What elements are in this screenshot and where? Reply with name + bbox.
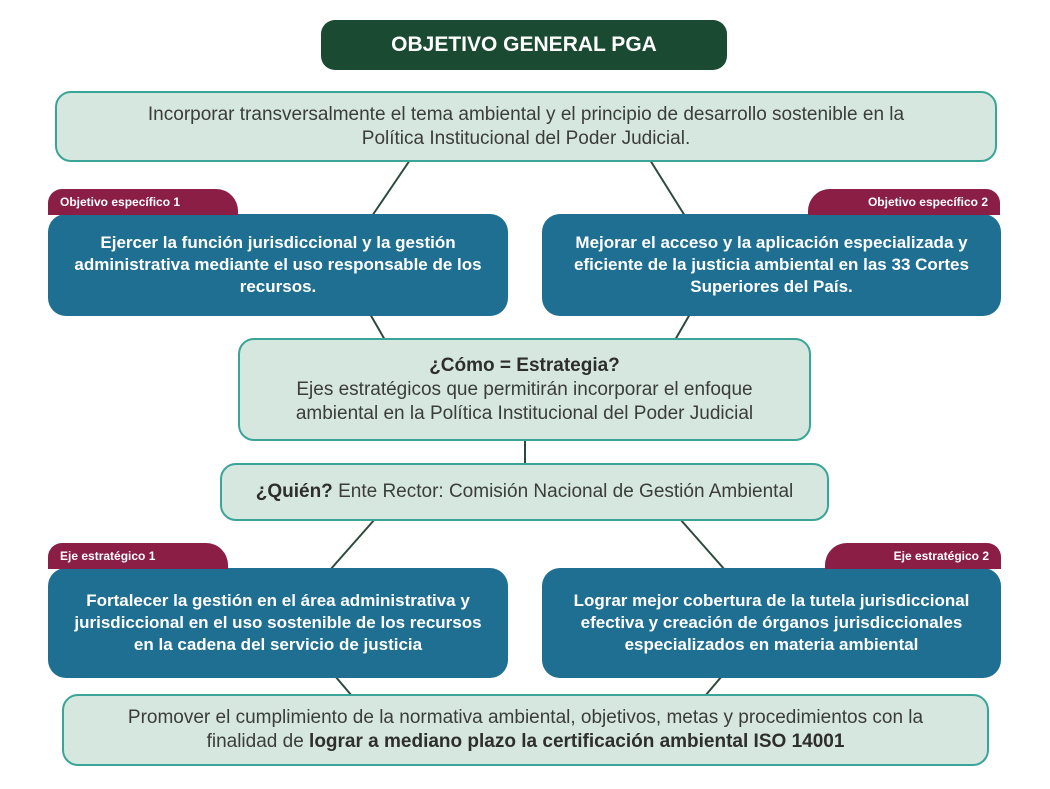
specific-objective-1-text: Ejercer la función jurisdiccional y la gestión administrativa mediante el uso responsable de los recursos. [74,233,482,296]
page-title: OBJETIVO GENERAL PGA [391,33,657,56]
connector-quien-to-eje2 [680,519,725,570]
strategic-axis-2-box [542,568,1001,678]
strategy-text: Ejes estratégicos que permitirán incorporar el enfoque ambiental en la Política Institucional del Poder Judicial [295,378,754,424]
quien-box [220,463,829,521]
general-objective-text: Incorporar transversalmente el tema ambiental y el principio de desarrollo sostenible en la Política Institucional del Poder Judicial. [147,103,905,149]
connector-eje2-to-meta [705,676,722,696]
specific-objective-2-box [542,214,1001,316]
specific-objective-2-text: Mejorar el acceso y la aplicación especializada y eficiente de la justicia ambiental en las 33 Cortes Superiores del País. [574,233,969,296]
goal-bold-text: lograr a mediano plazo la certificación ambiental ISO 14001 [309,731,845,752]
specific-objective-2-tag: Objetivo específico 2 [808,189,1000,215]
quien-label: ¿Quién? [255,481,333,502]
strategy-box [238,338,811,441]
specific-objective-1-box [48,214,508,316]
strategic-axis-1-box [48,568,508,678]
strategic-axis-1-tag: Eje estratégico 1 [48,543,228,569]
connector-obj1-to-strategy [370,314,385,340]
general-objective-box [55,91,997,162]
goal-box [62,694,989,766]
strategic-axis-2-text: Lograr mejor cobertura de la tutela jurisdiccional efectiva y creación de órganos jurisdiccionales especializados en materia ambiental [573,591,970,654]
connector-eje1-to-meta [335,676,352,696]
specific-objective-1-tag: Objetivo específico 1 [48,189,238,215]
connector-general-to-obj2 [650,160,685,216]
strategic-axis-1-text: Fortalecer la gestión en el área administrativa y jurisdiccional en el uso sostenible de los recursos en la cadena del servicio de justicia [74,591,482,654]
quien-text: Ente Rector: Comisión Nacional de Gestión Ambiental [332,481,794,502]
connector-general-to-obj1 [372,160,410,216]
strategy-title: ¿Cómo = Estrategia? [429,354,620,376]
strategic-axis-2-tag: Eje estratégico 2 [825,543,1001,569]
connector-obj2-to-strategy [675,314,690,340]
connector-quien-to-eje1 [330,519,375,570]
title-box [321,20,727,70]
goal-text: Promover el cumplimiento de la normativa ambiental, objetivos, metas y procedimientos con la finalidad de [127,707,924,752]
